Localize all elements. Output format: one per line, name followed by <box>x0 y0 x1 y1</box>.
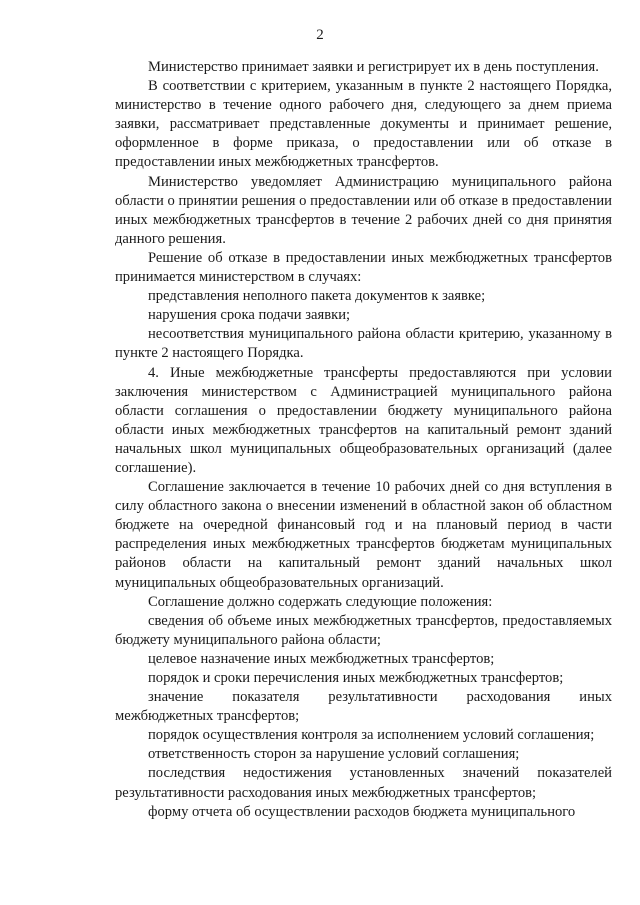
list-item: несоответствия муниципального района области критерию, указанному в пункте 2 настоящего Порядка. <box>115 326 612 362</box>
list-item: целевое назначение иных межбюджетных трансфертов; <box>148 650 495 667</box>
paragraph: В соответствии с критерием, указанным в пункте 2 настоящего Порядка, министерство в течение одного рабочего дня, следующего за днем приема заявки, рассматривает представленные документы и принимает решение, оформленное в форме приказа, о предоставлении или об отказе в предоставлении иных межбюджетных трансфертов. <box>115 78 612 171</box>
paragraph: 4. Иные межбюджетные трансферты предоставляются при условии заключения министерством с Администрацией муниципального района области соглашения о предоставлении бюджету муниципального района области иных межбюджетных трансфертов на капитальный ремонт зданий начальных школ муниципальных общеобразовательных организаций (далее соглашение). <box>115 364 612 476</box>
document-body <box>115 58 612 822</box>
page-number: 2 <box>316 27 324 43</box>
list-item: порядок осуществления контроля за исполнением условий соглашения; <box>148 727 595 744</box>
list-item: порядок и сроки перечисления иных межбюджетных трансфертов; <box>148 670 564 686</box>
list-item: значение показателя результативности расходования иных межбюджетных трансфертов; <box>115 689 612 725</box>
paragraph: Министерство принимает заявки и регистрирует их в день поступления. <box>148 59 599 75</box>
paragraph: Соглашение должно содержать следующие положения: <box>148 593 493 610</box>
list-item: последствия недостижения установленных значений показателей результативности расходования иных межбюджетных трансфертов; <box>115 765 612 801</box>
paragraph: Соглашение заключается в течение 10 рабочих дней со дня вступления в силу областного закона о внесении изменений в областной закон об областном бюджете на очередной финансовый год и на плановый период в части распределения иных межбюджетных трансфертов бюджетам муниципальных районов области на капитальный ремонт зданий начальных школ муниципальных общеобразовательных организаций. <box>115 479 612 591</box>
list-item: форму отчета об осуществлении расходов бюджета муниципального <box>148 803 576 820</box>
list-item: нарушения срока подачи заявки; <box>148 307 351 324</box>
paragraph: Министерство уведомляет Администрацию муниципального района области о принятии решения о предоставлении или об отказе в предоставлении иных межбюджетных трансфертов в течение 2 рабочих дней со дня принятия данного решения. <box>115 173 612 247</box>
list-item: сведения об объеме иных межбюджетных трансфертов, предоставляемых бюджету муниципального района области; <box>115 612 612 648</box>
list-item: ответственность сторон за нарушение условий соглашения; <box>148 746 520 763</box>
list-item: представления неполного пакета документов к заявке; <box>148 288 486 305</box>
paragraph: Решение об отказе в предоставлении иных межбюджетных трансфертов принимается министерством в случаях: <box>115 249 612 286</box>
